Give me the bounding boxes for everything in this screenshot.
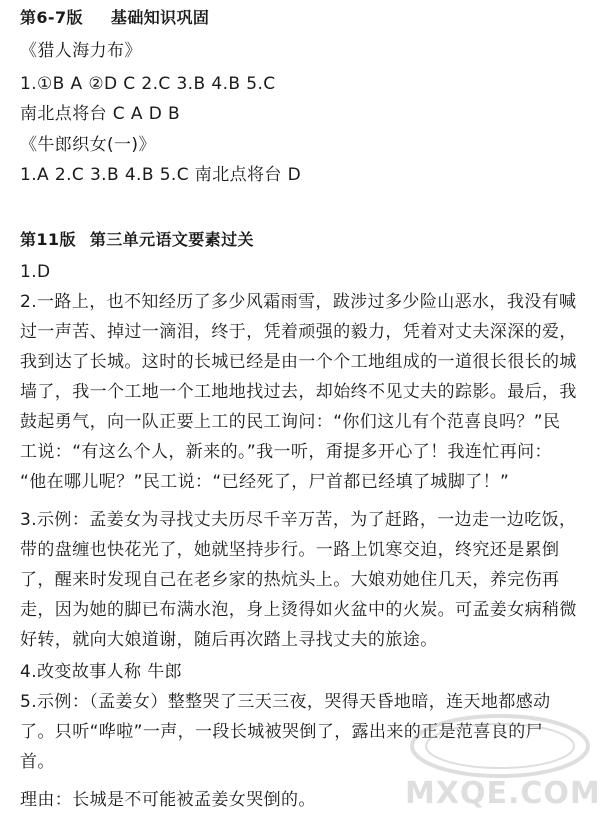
story2-answers: 1.A 2.C 3.B 4.B 5.C 南北点将台 D bbox=[20, 165, 302, 185]
answer-q2-line: 鼓起勇气，向一队正要上工的民工询问：“你们这儿有个范喜良吗？”民 bbox=[20, 412, 561, 432]
answer-q3-line: 了，醒来时发现自己在老乡家的热炕头上。大娘劝她住几天，养完伤再 bbox=[20, 570, 560, 590]
answer-q3-line: 带的盘缠也快花光了，她就坚持步行。一路上饥寒交迫，终究还是累倒 bbox=[20, 540, 560, 560]
watermark-text: MXQE.COM bbox=[405, 776, 601, 811]
story1-answers: 1.①B A ②D C 2.C 3.B 4.B 5.C bbox=[20, 74, 276, 94]
answer-q3 bbox=[20, 510, 600, 660]
section1-heading bbox=[20, 8, 600, 28]
answer-q5-line: 5.示例：（孟姜女）整整哭了三天三夜，哭得天昏地暗，连天地都感动 bbox=[20, 692, 551, 712]
answer-q2-line: 过一声苦、掉过一滴泪，终于，凭着顽强的毅力，凭着对丈夫深深的爱， bbox=[20, 322, 577, 342]
answer-q5-line: 了。只听“哗啦”一声，一段长城被哭倒了，露出来的正是范喜良的尸 bbox=[20, 722, 544, 742]
section2-title: 第三单元语文要素过关 bbox=[89, 230, 254, 249]
answer-q2-line: 墙了，我一个工地一个工地地找过去，却始终不见丈夫的踪影。最后，我 bbox=[20, 382, 577, 402]
section1-title: 基础知识巩固 bbox=[110, 8, 210, 27]
section2-page-label: 第11版 bbox=[20, 230, 76, 249]
answer-q1: 1.D bbox=[20, 262, 51, 282]
section2-heading bbox=[20, 230, 600, 250]
story1-title: 《猎人海力布》 bbox=[20, 41, 142, 61]
answer-q3-line: 好转，就向大娘道谢，随后再次踏上寻找丈夫的旅途。 bbox=[20, 630, 438, 650]
answer-q2-line: 2.一路上，也不知经历了多少风霜雨雪，跋涉过多少险山恶水，我没有喊 bbox=[20, 292, 577, 312]
answer-q5-line: 首。 bbox=[20, 752, 55, 772]
answer-q2-line: 工说：“有这么个人，新来的。”我一听，甭提多开心了！我连忙再问： bbox=[20, 442, 552, 462]
story1-extra-answers: 南北点将台 C A D B bbox=[20, 104, 181, 124]
answer-q2-line: “他在哪儿呢？”民工说：“已经死了，尸首都已经填了城脚了！” bbox=[20, 472, 510, 492]
answer-q2-line: 我到达了长城。这时的长城已经是由一个个工地组成的一道很长很长的城 bbox=[20, 352, 577, 372]
answer-q3-line: 走，因为她的脚已布满水泡，身上烫得如火盆中的火炭。可孟姜女病稍微 bbox=[20, 600, 577, 620]
watermark-badge-icon bbox=[405, 711, 595, 781]
story2-title: 《牛郎织女(一)》 bbox=[20, 135, 156, 155]
answer-reason: 理由：长城是不可能被孟姜女哭倒的。 bbox=[20, 790, 316, 810]
section1-page-label: 第6-7版 bbox=[20, 8, 83, 27]
answer-q4: 4.改变故事人称 牛郎 bbox=[20, 662, 183, 682]
answer-q2 bbox=[20, 292, 600, 502]
answer-q3-line: 3.示例：孟姜女为寻找丈夫历尽千辛万苦，为了赶路，一边走一边吃饭， bbox=[20, 510, 577, 530]
watermark-logo bbox=[405, 711, 601, 811]
